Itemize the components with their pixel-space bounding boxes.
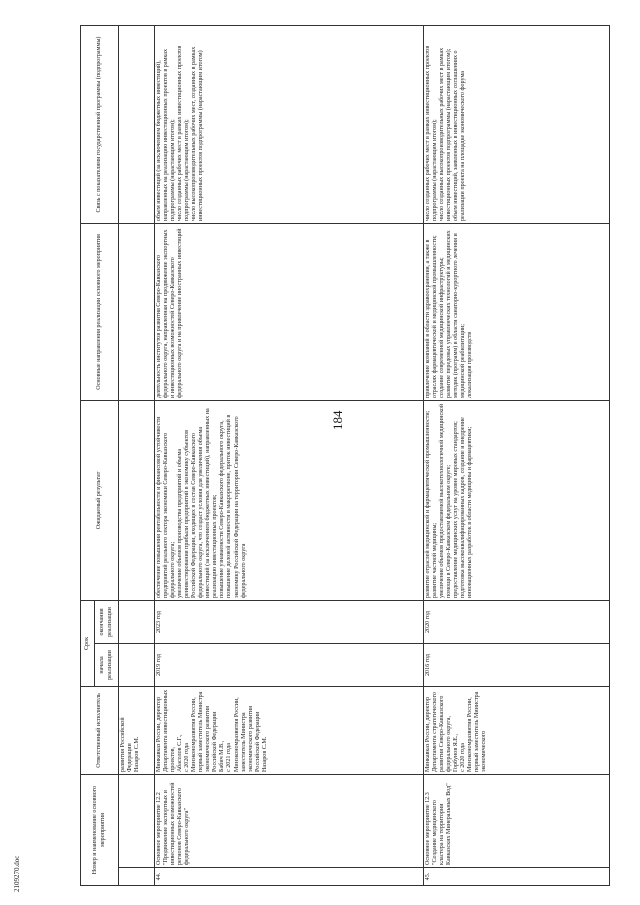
cell-main-directions: деятельность институтов развития Северо-Кавказского федерального округа, направленная на продвижение экспортных и инвестиционных возможностей Северо-Кавказского федерального округа и на привлечение иностранных инвестиций — [155, 223, 424, 400]
cell-start: 2019 год — [155, 643, 424, 686]
header-term: Срок — [81, 600, 95, 686]
cell-empty — [119, 774, 155, 867]
cell-activity-name: Основное мероприятие 12.2 "Продвижение экспортных и инвестиционных возможностей регионов Северо-Кавказского федерального округа" — [155, 774, 424, 867]
cell-expected-result: обеспечение повышения рентабельности и финансовой устойчивости предприятий реального сектора экономики Северо-Кавказского федерального округа; увеличение объемов производства предприятий и объема реинвестирования прибыли предприятий в экономику субъектов Российской Федерации, входящих в состав Северо-Кавказского федерального округа, что создаст условия для увеличения объема инвестиций (за исключением бюджетных инвестиций), направленных на реализацию инвестиционных проектов; повышение узнаваемости Северо-Кавказского федерального округа, повышение деловой активности в макрорегионе, приток инвестиций в экономику Российской Федерации на территории Северо-Кавказского федерального округа — [155, 400, 424, 600]
cell-empty — [119, 643, 155, 686]
program-activities-table — [80, 25, 610, 886]
header-responsible: Ответственный исполнитель — [81, 686, 119, 774]
rotated-table-container — [80, 26, 615, 886]
cell-empty — [119, 600, 155, 643]
header-main-directions: Основные направления реализации основного мероприятия — [81, 223, 119, 400]
header-number-name: Номер и наименование основного мероприятия — [81, 774, 119, 885]
cell-expected-result: развитие отраслей медицинской и фармацевтической промышленности; развитие частной медицины; увеличение объемов предоставляемой высокотехнологичной медицинской помощи в Северо-Кавказском федеральном округе; предоставление медицинских услуг на уровне мировых стандартов; подготовка высококвалифицированных кадров, создание и внедрение инновационных разработок в области медицины и фармацевтики; — [424, 400, 610, 600]
cell-responsible: Минкавказ России, директор Департамента стратегического развития Северо-Кавказского федерального округа, Горбунов Я.Е., с 2020 года Минэкономразвития России, первый заместитель Министра экономического — [424, 686, 610, 774]
cell-end: 2020 год — [424, 600, 610, 643]
cell-start: 2016 год — [424, 643, 610, 686]
table-row — [155, 25, 424, 885]
cell-number: 44. — [155, 868, 424, 886]
table-row-continuation — [119, 25, 155, 885]
cell-responsible: развития Российской Федерации Назаров С.М. — [119, 686, 155, 774]
cell-program-link: число созданных рабочих мест в рамках инвестиционных проектов подпрограммы (нарастающим итогом); число созданных высокопроизводительных рабочих мест в рамках инвестиционных проектов подпрограммы (нарастающим итогом); объем инвестиций, заявленных в инвестиционных соглашениях о реализации проекта на площадке экономического форума — [424, 25, 610, 223]
header-end: окончания реализации — [95, 600, 119, 643]
header-start: начала реализации — [95, 643, 119, 686]
cell-activity-name: Основное мероприятие 12.3 "Создание медицинского кластера на территории Кавказских Минеральных Вод" — [424, 774, 610, 867]
cell-empty — [119, 223, 155, 400]
header-program-link: Связь с показателями государственной программы (подпрограммы) — [81, 25, 119, 223]
cell-empty — [119, 868, 155, 886]
cell-end: 2023 год — [155, 600, 424, 643]
header-expected-result: Ожидаемый результат — [81, 400, 119, 600]
table-row — [424, 25, 610, 885]
cell-responsible: Минкавказ России, директор Департамента инвестиционных проектов, Абасолов С.Г., с 2020 года Минэкономразвития России, первый заместитель Министра экономического развития Российской Федерации Бабич М.В., с 2021 года Минэкономразвития России, заместитель Министра экономического развития Российской Федерации Назаров С.М. — [155, 686, 424, 774]
page-number: 184 — [330, 410, 345, 430]
cell-empty — [119, 400, 155, 600]
cell-main-directions: привлечение компаний в области здравоохранения, а также в отраслях фармацевтической и медицинской промышленности; создание современной медицинской инфраструктуры; развитие передовых управленческих технологий и медицинских методик (программ) в области санаторно-курортного лечения и медицинской реабилитации; локализация производств — [424, 223, 610, 400]
cell-empty — [119, 25, 155, 223]
cell-program-link: объем инвестиций (за исключением бюджетных инвестиций), направленных на реализацию инвестиционных проектов в рамках подпрограммы (нарастающим итогом); число созданных рабочих мест в рамках инвестиционных проектов подпрограммы (нарастающим итогом); число высокопроизводительных рабочих мест, созданных в рамках инвестиционных проектов подпрограммы (нарастающим итогом) — [155, 25, 424, 223]
document-code: 2109270.doc — [13, 855, 21, 892]
cell-number: 45. — [424, 868, 610, 886]
